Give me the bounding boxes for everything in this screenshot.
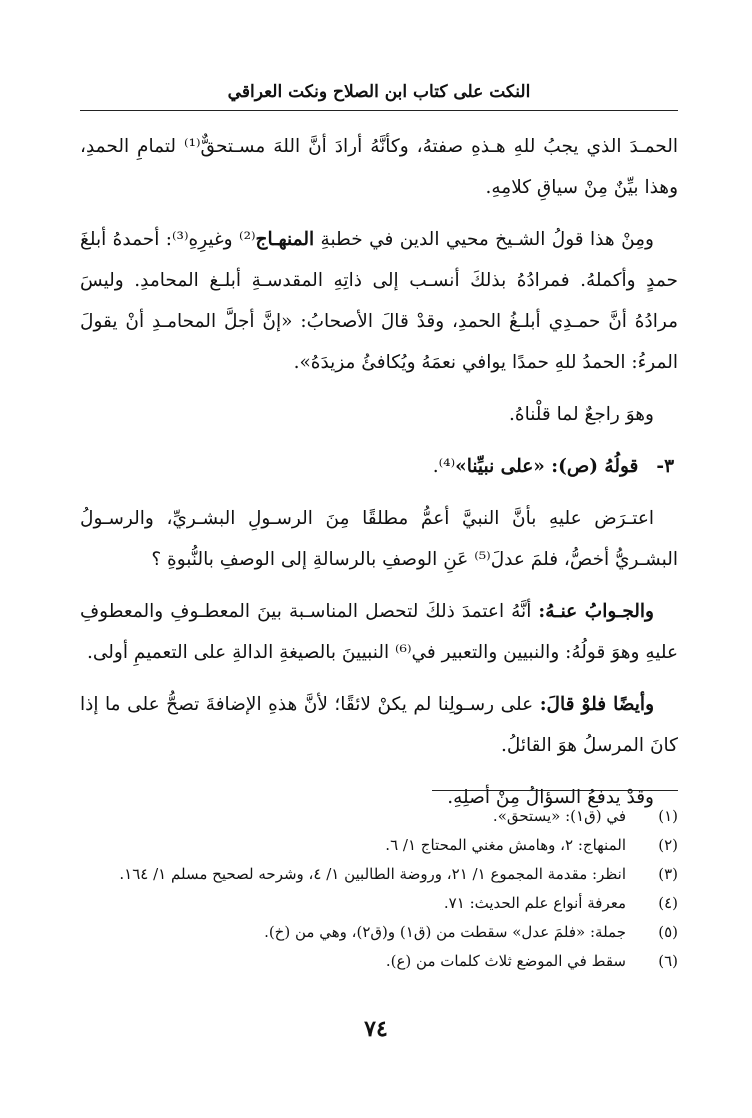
footnote-text: جملة: «فلمَ عدل» سقطت من (ق١) و(ق٢)، وهي من (خ). — [264, 923, 626, 941]
footnote-number: (٣) — [658, 865, 678, 883]
also-label: وأيضًا فلوْ قالَ: — [539, 694, 655, 715]
footnote — [80, 889, 678, 918]
footnote-text: سقط في الموضع ثلاث كلمات من (ع). — [385, 952, 626, 970]
also-text: على رسـولِنا لم يكنْ لائقًا؛ لأنَّ هذهِ الإضافةَ تصحُّ على ما إذا كانَ المرسلُ هوَ القائلُ. — [80, 694, 678, 756]
main-text — [80, 126, 678, 829]
paragraph-2-start: ومِنْ هذا قولُ الشـيخ محيي الدين في خطبةِ — [314, 229, 654, 250]
footnotes — [80, 802, 678, 976]
footnote — [80, 831, 678, 860]
footnote-number: (١) — [658, 807, 678, 825]
footnote-text: في (ق١): «يستحق». — [492, 807, 626, 825]
footnote-number: (٢) — [658, 836, 678, 854]
paragraph-7: وقدْ يدفعُ السؤالُ مِنْ أصلِهِ. — [447, 787, 654, 808]
paragraph-5 — [80, 591, 678, 673]
paragraph-3: وهوَ راجعٌ لما قلْناهُ. — [509, 404, 654, 425]
footnote — [80, 947, 678, 976]
paragraph-1: الحمـدَ الذي يجبُ للهِ هـذهِ صفتهُ، وكأنَّهُ أرادَ أنَّ اللهَ مسـتحقٌّ⁽¹⁾ لتمامِ الحمدِ، وهذا بيِّنٌ مِنْ سياقِ كلامِهِ. — [80, 136, 678, 198]
header-divider — [80, 110, 678, 111]
paragraph-2 — [80, 219, 678, 383]
page-number: ٧٤ — [364, 1016, 388, 1042]
footnote — [80, 860, 678, 889]
point-number: ٣- — [656, 456, 674, 477]
footnote-text: انظر: مقدمة المجموع ١/ ٢١، وروضة الطالبين ١/ ٤، وشرحه لصحيح مسلم ١/ ١٦٤. — [119, 865, 626, 883]
footnote-number: (٤) — [658, 894, 678, 912]
footnote — [80, 918, 678, 947]
running-header: النكت على كتاب ابن الصلاح ونكت العراقي — [227, 82, 531, 102]
footnote-text: المنهاج: ٢، وهامش مغني المحتاج ١/ ٦. — [385, 836, 626, 854]
footnote-number: (٥) — [658, 923, 678, 941]
footnote — [80, 802, 678, 831]
paragraph-4: اعتـرَض عليهِ بأنَّ النبيَّ أعمُّ مطلقًا مِنَ الرسـولِ البشـريِّ، والرسـولُ البشـريُّ أخصُّ، فلمَ عدلَ⁽⁵⁾ عَنِ الوصفِ بالرسالةِ إلى الوصفِ بالنُّبوةِ ؟ — [80, 508, 678, 570]
paragraph-2-rest: ⁽²⁾ وغيرِهِ⁽³⁾: أحمدهُ أبلغَ حمدٍ وأكملهُ. فمرادُهُ بذلكَ أنسـب إلى ذاتِهِ المقدسـةِ أبلـغ المحامدِ. وليسَ مرادُهُ أنَّ حمـدِي أبلـغُ الحمدِ، وقدْ قالَ الأصحابُ: «إنَّ أجلَّ المحامـدِ أنْ يقولَ المرءُ: الحمدُ للهِ حمدًا يوافي نعمَهُ ويُكافئُ مزيدَهُ». — [80, 229, 678, 373]
point-3-heading — [80, 446, 678, 487]
book-title-minhaj: المنهـاج — [255, 229, 315, 250]
footnote-text: معرفة أنواع علم الحديث: ٧١. — [443, 894, 626, 912]
paragraph-6 — [80, 684, 678, 766]
footnote-number: (٦) — [658, 952, 678, 970]
point-label: قولُهُ (ص): «على نبيِّنا» — [455, 456, 639, 477]
answer-text: أنَّهُ اعتمدَ ذلكَ لتحصل المناسـبة بينَ المعطـوفِ والمعطوفِ عليهِ وهوَ قولُهُ: والنبيين والتعبير في⁽⁶⁾ النبيينَ بالصيغةِ الدالةِ على التعميمِ أولى. — [80, 601, 678, 663]
point-ref: ⁽⁴⁾. — [432, 456, 456, 477]
footnote-divider — [432, 790, 678, 791]
answer-label: والجـوابُ عنـهُ: — [538, 601, 654, 622]
